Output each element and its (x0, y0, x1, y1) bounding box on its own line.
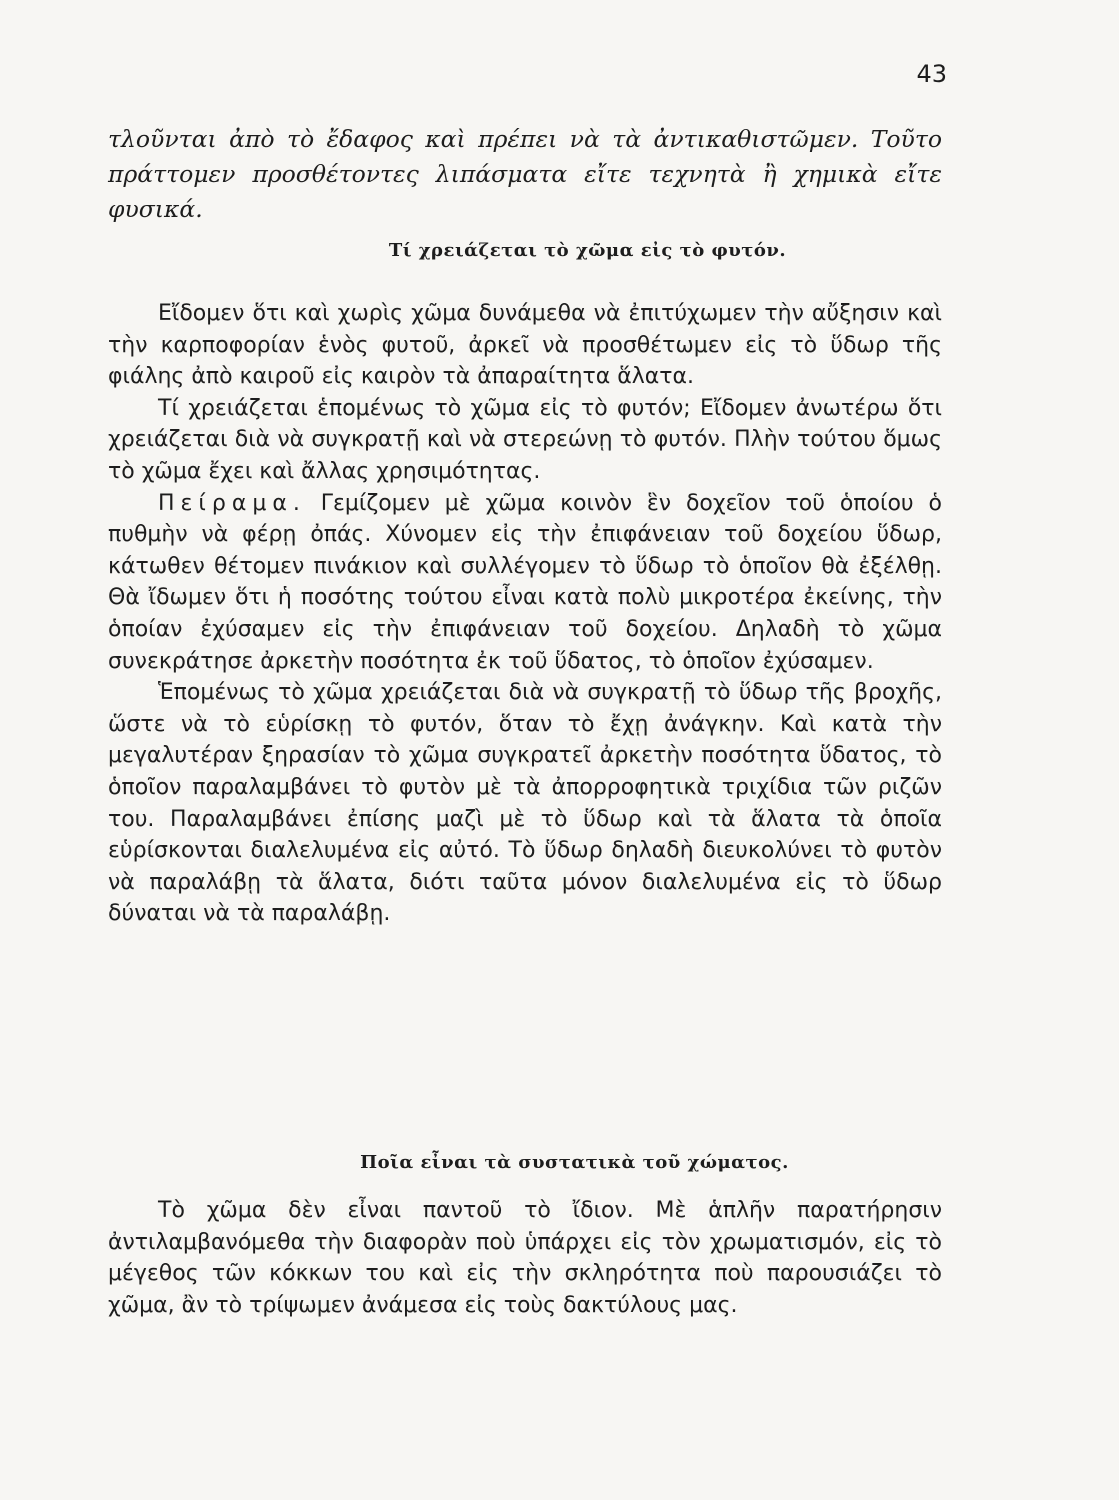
section-heading-soil-needs: Τί χρειάζεται τὸ χῶμα εἰς τὸ φυτόν. (388, 240, 787, 261)
page-number: 43 (916, 60, 947, 88)
intro-block (108, 122, 942, 227)
paragraph-experiment (108, 488, 942, 678)
paragraph-conclusion: Ἑπομένως τὸ χῶμα χρειάζεται διὰ νὰ συγκρατῇ τὸ ὕδωρ τῆς βροχῆς, ὥστε νὰ τὸ εὑρίσκῃ τὸ φυτόν, ὅταν τὸ ἔχῃ ἀνάγκην. Καὶ κατὰ τὴν μεγαλυτέραν ξηρασίαν τὸ χῶμα συγκρατεῖ ἀρκετὴν ποσότητα ὕδατος, τὸ ὁποῖον παραλαμβάνει τὸ φυτὸν μὲ τὰ ἀπορροφητικὰ τριχίδια τῶν ριζῶν του. Παραλαμβάνει ἐπίσης μαζὶ μὲ τὸ ὕδωρ καὶ τὰ ἅλατα τὰ ὁποῖα εὑρίσκονται διαλελυμένα εἰς αὐτό. Τὸ ὕδωρ δηλαδὴ διευκολύνει τὸ φυτὸν νὰ παραλάβῃ τὰ ἅλατα, διότι ταῦτα μόνον διαλελυμένα εἰς τὸ ὕδωρ δύναται νὰ τὰ παραλάβῃ. (108, 680, 942, 927)
experiment-text: Γεμίζομεν μὲ χῶμα κοινὸν ἓν δοχεῖον τοῦ ὁποίου ὁ πυθμὴν νὰ φέρῃ ὀπάς. Χύνομεν εἰς τὴν ἐπιφάνειαν τοῦ δοχείου ὕδωρ, κάτωθεν θέτομεν πινάκιον καὶ συλλέγομεν τὸ ὕδωρ τὸ ὁποῖον θὰ ἐξέλθῃ. Θὰ ἴδωμεν ὅτι ἡ ποσότης τούτου εἶναι κατὰ πολὺ μικροτέρα ἐκείνης, τὴν ὁποίαν ἐχύσαμεν εἰς τὴν ἐπιφάνειαν τοῦ δοχείου. Δηλαδὴ τὸ χῶμα συνεκράτησε ἀρκετὴν ποσότητα ἐκ τοῦ ὕδατος, τὸ ὁποῖον ἐχύσαμεν. (108, 490, 942, 674)
section-heading-soil-components: Ποῖα εἶναι τὰ συστατικὰ τοῦ χώματος. (360, 1152, 789, 1173)
section-body-soil-needs (108, 298, 942, 930)
experiment-label: Πείραμα. (158, 490, 306, 516)
section-body-soil-components (108, 1195, 942, 1321)
paragraph-what-soil-needed: Τί χρειάζεται ἑπομένως τὸ χῶμα εἰς τὸ φυτόν; Εἴδομεν ἀνωτέρω ὅτι χρειάζεται διὰ νὰ συγκρατῇ καὶ νὰ στερεώνῃ τὸ φυτόν. Πλὴν τούτου ὅμως τὸ χῶμα ἔχει καὶ ἄλλας χρησιμότητας. (108, 395, 942, 484)
paragraph-without-soil: Εἴδομεν ὅτι καὶ χωρὶς χῶμα δυνάμεθα νὰ ἐπιτύχωμεν τὴν αὔξησιν καὶ τὴν καρποφορίαν ἑνὸς φυτοῦ, ἀρκεῖ νὰ προσθέτωμεν εἰς τὸ ὕδωρ τῆς φιάλης ἀπὸ καιροῦ εἰς καιρὸν τὰ ἀπαραίτητα ἅλατα. (108, 301, 942, 390)
paragraph-soil-differences: Τὸ χῶμα δὲν εἶναι παντοῦ τὸ ἴδιον. Μὲ ἁπλῆν παρατήρησιν ἀντιλαμβανόμεθα τὴν διαφορὰν ποὺ ὑπάρχει εἰς τὸν χρωματισμόν, εἰς τὸ μέγεθος τῶν κόκκων του καὶ εἰς τὴν σκληρότητα ποὺ παρουσιάζει τὸ χῶμα, ἂν τὸ τρίψωμεν ἀνάμεσα εἰς τοὺς δακτύλους μας. (108, 1198, 942, 1318)
intro-paragraph: τλοῦνται ἀπὸ τὸ ἔδαφος καὶ πρέπει νὰ τὰ ἀντικαθιστῶμεν. Τοῦτο πράττομεν προσθέτοντες λιπάσματα εἴτε τεχνητὰ ἢ χημικὰ εἴτε φυσικά. (108, 125, 942, 223)
